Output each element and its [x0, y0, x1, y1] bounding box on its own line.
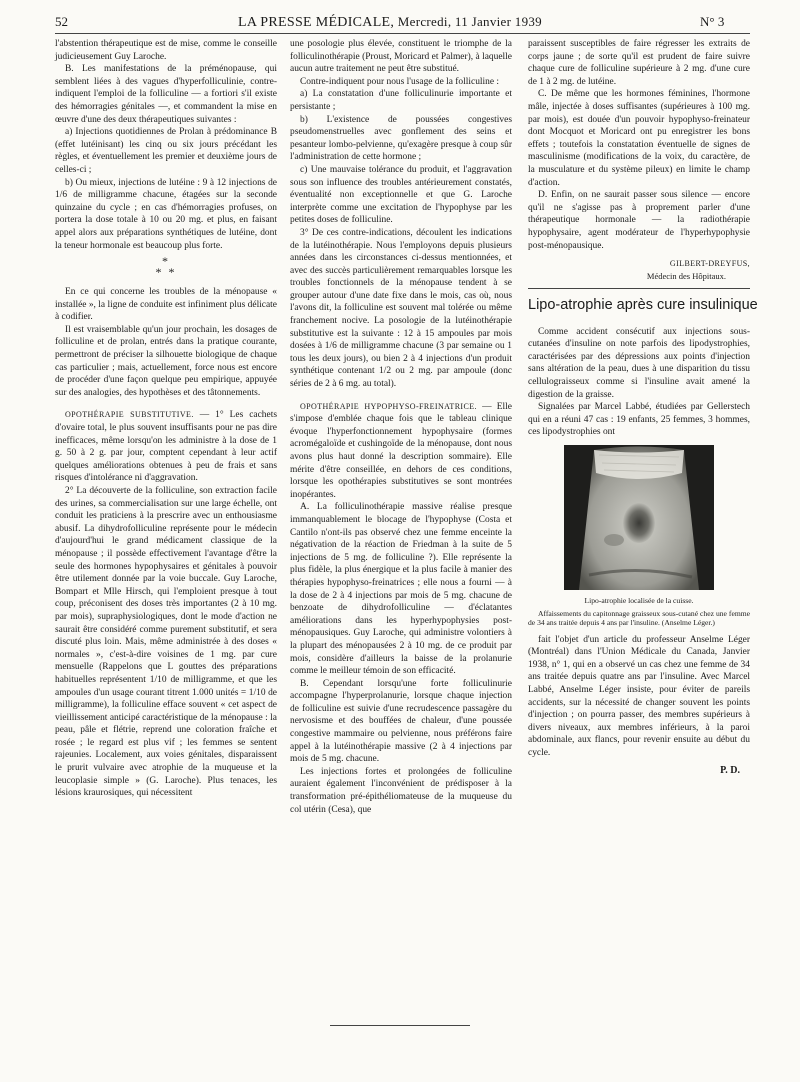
- paragraph: 3° De ces contre-indications, découlent les indications de la lutéinothérapie. Nous l'employons depuis plusieurs années dans les circonstances ci-dessus mentionnées, et avec des succès particulièrement remarquables lorsque les troubles fonctionnels de la ménopause tendent à se grouper autour d'une date fixe dans le mois, cas où, nous l'avons dit, la folliculine est souvent mal tolérée ou même franchement nocive. La posologie de la lutéinothérapie substitutive est la suivante : 12 à 15 ampoules par mois dosées à 1/6 de milligramme chacune (3 par semaine ou 1 tous les deux jours), ou bien 2 à 4 injections d'un produit synthétique contenant 1/2 ou 2 mg. par ampoule (donc séries de 2 à 6 mg. au total).: [290, 227, 512, 390]
- article-divider: [528, 288, 750, 289]
- section-heading: OPOTHÉRAPIE SUBSTITUTIVE.: [65, 410, 194, 420]
- paragraph: paraissent susceptibles de faire régresser les extraits de corps jaune ; de sorte qu'il est prudent de faire suivre chaque cure de folliculine supérieure à 2 mg. d'une cure de 1 à 2 mg. de lutéine.: [528, 39, 750, 87]
- column-right: [528, 38, 758, 778]
- paragraph: D. Enfin, on ne saurait passer sous silence — encore qu'il ne s'agisse pas à proprement parler d'une thérapeutique hormonale — la radiothérapie hypophysaire, agent modérateur de l'hyperhypophysie post-ménopausique.: [528, 190, 750, 251]
- article-initials: P. D.: [720, 765, 740, 777]
- separator-stars-bottom: * *: [155, 265, 177, 280]
- paragraph: C. De même que les hormones féminines, l'hormone mâle, injectée à doses suffisantes (supérieures à 100 mg. par mois), est douée d'un pouvoir hypophyso-freinateur dont Mocquot et Moricard ont pu enregistrer les bons effets ; toutefois la constatation éventuelle de signes de masculinisme (modifications de la voix, du caractère, de la musculature et du système pileux) en limite le champ d'action.: [528, 89, 750, 188]
- paragraph: Comme accident consécutif aux injections sous-cutanées d'insuline on note parfois des lipodystrophies, caractérisées par des dépressions aux points d'injection sans altération de la peau, dues à une disparition du tissu cellulograisseux comme si l'insuline avait amené la digestion de la graisse.: [528, 326, 750, 400]
- paragraph: l'abstention thérapeutique est de mise, comme le conseille judicieusement Guy Laroche.: [55, 39, 277, 62]
- paragraph: Les injections fortes et prolongées de folliculine auraient également l'inconvénient de prédisposer à la transformation pré-épithéliomateuse de la muqueuse du col utérin (Cesa), que: [290, 766, 512, 815]
- paragraph: Signalées par Marcel Labbé, étudiées par Gellerstech qui en a réuni 47 cas : 19 enfants, 25 femmes, 3 hommes, ces lipodystrophies ont: [528, 402, 750, 438]
- page-number: 52: [55, 14, 68, 29]
- separator-star-top: *: [162, 254, 170, 269]
- figure-caption: Lipo-atrophie localisée de la cuisse.: [584, 596, 694, 606]
- figure-description: Affaissements du capitonnage graisseux sous-cutané chez une femme de 34 ans traitée depuis 4 ans par l'insuline. (Anselme Léger.): [528, 608, 750, 628]
- column-left: [55, 38, 277, 800]
- publication-name: LA PRESSE MÉDICALE,: [238, 15, 395, 30]
- paragraph: b) Ou mieux, injections de lutéine : 9 à 12 injections de 1/6 de milligramme chacune, étagées sur la seconde quinzaine du cycle ; en cas d'hémorragies profuses, on portera la dose totale à 10 ou 20 mg. et plus, en faisant appel alors aux préparations synthétiques de lutéine, dont la teneur hormonale est beaucoup plus forte.: [55, 177, 277, 251]
- section-separator: [55, 256, 277, 278]
- section-heading: OPOTHÉRAPIE HYPOPHYSO-FREINATRICE.: [300, 401, 477, 411]
- issue-number: N° 3: [700, 14, 725, 29]
- author-signature: GILBERT-DREYFUS,: [669, 259, 750, 269]
- paragraph: B. Les manifestations de la préménopause, qui semblent liées à des vagues d'hyperfolliculinie, contre-indiquent l'emploi de la folliculine — a fortiori s'il existe des hémorragies génitales —, et commandent la mise en œuvre d'une des deux thérapeutiques suivantes :: [55, 64, 277, 125]
- header-rule: [55, 33, 750, 34]
- paragraph: Il est vraisemblable qu'un jour prochain, les dosages de folliculine et de prolan, entrés dans la pratique courante, permettront de préciser la silhouette biologique de chaque cas particulier ; mais, actuellement, force nous est encore de procéder d'une façon quelque peu empirique, appuyée sur des analogies, des hypothèses et des tâtonnements.: [55, 324, 277, 398]
- paragraph: fait l'objet d'un article du professeur Anselme Léger (Montréal) dans l'Union Médicale du Canada, Janvier 1938, n° 1, qui en a observé un cas chez une femme de 34 ans traitée depuis quatre ans par l'insuline. Avec Marcel Labbé, Anselme Léger insiste, pour éviter de pareils accidents, sur la nécessité de changer souvent les points d'injection ; on pourra passer, des membres supérieurs à divers niveaux, aux membres inférieurs, à la paroi abdominale, aux flancs, pour revenir ensuite au début du cycle.: [528, 634, 750, 758]
- paragraph: une posologie plus élevée, constituent le triomphe de la folliculinothérapie (Proust, Moricard et Palmer), à laquelle aucun autre traitement ne peut être substitué.: [290, 39, 512, 75]
- paragraph: 2° La découverte de la folliculine, son extraction facile des urines, sa commercialisation sur une large échelle, ont conduit les praticiens à la prescrire avec un enthousiasme abusif. La dihydrofolliculine représente pour le médecin d'aujourd'hui le grand médicament classique de la ménopause ; il possède effectivement l'avantage d'être la seule des hormones hypophysaires et génitales à pouvoir être utilement donnée par la voie buccale. Guy Laroche, Bompart et Mlle Hirsch, qui l'emploient presque à tout coup, préconisent des doses très importantes (2 à 10 mg. par mois), supraphysiologiques, dont le mode d'action ne saurait être considéré comme purement substitutif, et sera discuté plus loin. Mais, même administrée à des doses « normales », c'est-à-dire voisines de 1 mg. par cure mensuelle (Rappelons que L gouttes des préparations habituelles représentent 1/10 de milligramme, et que les ampoules d'un usage courant titrent 1.000 unités = 1/10 de milligramme), la folliculine efface souvent « cet aspect de vieillissement anticipé caractéristique de la ménopause : la peau, pâle et flétrie, reprend une coloration fraîche et rosée ; le regard est plus vif ; les femmes se sentent rajeunies. Localement, aux voies génitales, disparaissent le prurit vulvaire avec atrophie de la muqueuse et la leucoplasie simple » (G. Laroche). Plus tenaces, les lésions kraurosiques, qui nécessitent: [55, 486, 277, 799]
- paragraph: A. La folliculinothérapie massive réalise presque immanquablement le blocage de l'hypophyse (Costa et Cantilo n'ont-ils pas observé chez une femme enceinte la négativation de la réaction de Friedman à la suite de 5 injections de 5 mg. de folliculine ?). Elle représente la plus fidèle, la plus énergique et la plus facile à manier des thérapies hypophyso-freinatrices ; elle nous a fourni — à la dose de 2 à 4 injections par mois de 5 mg. chacune de benzoate de dihydrofolliculine — d'éclatantes améliorations dans les hyperhypophysies post-ménopausiques. Guy Laroche, qui administre volontiers à la plupart des ménopausées 2 à 10 mg. de ce produit par mois, considère d'ailleurs la baisse de la prolanurie comme le meilleur témoin de son efficacité.: [290, 502, 512, 677]
- paragraph-text: — Elle s'impose d'emblée chaque fois que le tableau clinique évoque l'hyperfonctionnement hypophysaire (formes acromégaloïde et cushingoïde de la ménopause, dont nous avons plus haut donné la description sommaire). Elle mérite d'être conseillée, en dehors de ces conditions, lorsque les opothérapies substitutives se sont montrées inopérantes.: [290, 401, 512, 500]
- running-header: [238, 14, 542, 31]
- paragraph-text: — 1° Les cachets d'ovaire total, le plus souvent insuffisants pour ne pas dire inefficaces, même lorsqu'on les administre à la dose de 1 g. 50 à 2 g. par jour, comptent cependant à leur actif quelques améliorations obtenues à peu de frais et sans risques d'intolérance ni d'aggravation.: [55, 410, 277, 484]
- lipoatrophy-photo: [564, 445, 714, 590]
- paragraph: b) L'existence de poussées congestives pseudomenstruelles avec gonflement des seins et pesanteur lombo-pelvienne, qu'exagère presque à coup sûr l'administration de cette hormone ;: [290, 114, 512, 163]
- author-role: Médecin des Hôpitaux.: [646, 271, 726, 282]
- footer-rule: [330, 1025, 470, 1026]
- paragraph: Contre-indiquent pour nous l'usage de la folliculine :: [300, 76, 500, 87]
- paragraph: c) Une mauvaise tolérance du produit, et l'aggravation sous son influence des troubles antérieurement constatés, éventualité non exceptionnelle et que G. Laroche interprète comme une excitation de l'hypophyse par les petites doses de folliculine.: [290, 164, 512, 226]
- paragraph: [290, 401, 512, 502]
- paragraph: [55, 409, 277, 485]
- figure-thigh-photo: [564, 445, 714, 590]
- paragraph: a) La constatation d'une folliculinurie importante et persistante ;: [290, 89, 512, 112]
- paragraph: B. Cependant lorsqu'une forte folliculinurie accompagne l'hyperprolanurie, lorsque chaque injection de folliculine est suivie d'une recrudescence passagère du nervosisme et des bouffées de chaleur, d'une poussée congestive mammaire ou pelvienne, nous préférons faire appel à la lutéinothérapie massive (2 à 4 injections par mois de 5 mg. chacune.: [290, 678, 512, 765]
- paragraph: En ce qui concerne les troubles de la ménopause « installée », la ligne de conduite est infiniment plus délicate à codifier.: [55, 287, 277, 323]
- column-middle: [290, 38, 512, 816]
- issue-date: Mercredi, 11 Janvier 1939: [397, 14, 542, 29]
- paragraph: a) Injections quotidiennes de Prolan à prédominance B (effet lutéinisant) les cinq ou six jours précédant les règles, et éventuellement les premier et deuxième jours de celles-ci ;: [55, 127, 277, 175]
- article-title: Lipo-atrophie après cure insulinique: [528, 297, 758, 314]
